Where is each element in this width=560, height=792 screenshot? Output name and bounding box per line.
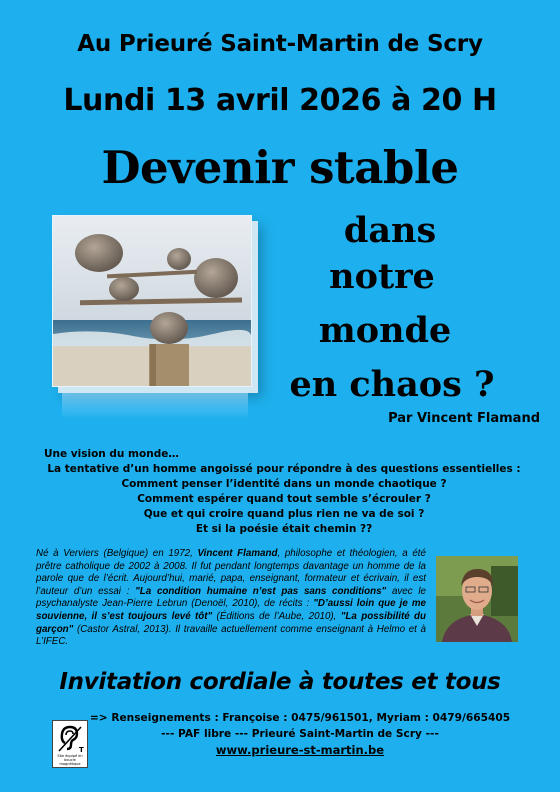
contact-info: => Renseignements : Françoise : 0475/961501, Myriam : 0479/665405 (89, 712, 511, 724)
bio-book-title: "D’aussi loin que je me souvienne, il s’est toujours levé tôt" (36, 598, 426, 622)
bio-text: (Éditions de l’Aube, 2010), (212, 610, 341, 622)
bio-author-name: Vincent Flamand (197, 548, 278, 559)
vision-line: Comment penser l’identité dans un monde chaotique ? (121, 478, 447, 490)
vision-line: Comment espérer quand tout semble s’écrouler ? (137, 493, 431, 505)
vision-line: Que et qui croire quand plus rien ne va de soi ? (143, 508, 425, 520)
title-line-notre: notre (329, 256, 435, 297)
bio-text: Né à Verviers (Belgique) en 1972, (36, 548, 198, 559)
event-date: Lundi 13 avril 2026 à 20 H (63, 83, 497, 118)
website-link[interactable]: www.prieure-st-martin.be (215, 743, 385, 757)
vision-intro: Une vision du monde… (44, 448, 179, 460)
title-main: Devenir stable (101, 141, 459, 194)
balancing-stones-photo (52, 215, 252, 387)
vision-line: Et si la poésie était chemin ?? (195, 523, 373, 535)
hearing-loop-caption: Site équipé en boucle magnétique (57, 754, 83, 766)
venue-heading: Au Prieuré Saint-Martin de Scry (77, 31, 483, 57)
bio-text: , philosophe et théologien, a été prêtre catholique de 2002 à 2008. Il fut pendant longtemps davantage un homme de la parole que de l’écrit. Aujourd’hui, marié, papa, enseignant, formateur et écrivain, il est l’auteur d’un essai : (36, 548, 426, 597)
hearing-loop-letter: T (79, 746, 84, 754)
author-portrait (436, 556, 518, 642)
title-line-en-chaos: en chaos ? (289, 364, 495, 405)
title-line-dans: dans (343, 210, 437, 251)
invitation-heading: Invitation cordiale à toutes et tous (59, 669, 501, 695)
bio-text: avec le psychanalyste Jean-Pierre Lebrun (Denoël, 2010), de récits : (36, 585, 426, 610)
author-biography (36, 548, 426, 649)
bio-text: (Castor Astral, 2013). Il travaille actuellement comme enseignant à Helmo et à L’IFEC. (36, 623, 426, 648)
photo-reflection (62, 393, 248, 419)
vision-line: La tentative d’un homme angoissé pour répondre à des questions essentielles : (47, 463, 521, 475)
author-credit: Par Vincent Flamand (388, 411, 540, 426)
bio-book-title: "La condition humaine n’est pas sans conditions" (135, 585, 387, 597)
paf-info: --- PAF libre --- Prieuré Saint-Martin de Scry --- (161, 728, 439, 740)
vision-block (44, 447, 524, 537)
bio-book-title: "La possibilité du garçon" (36, 610, 426, 635)
title-line-monde: monde (318, 310, 452, 351)
